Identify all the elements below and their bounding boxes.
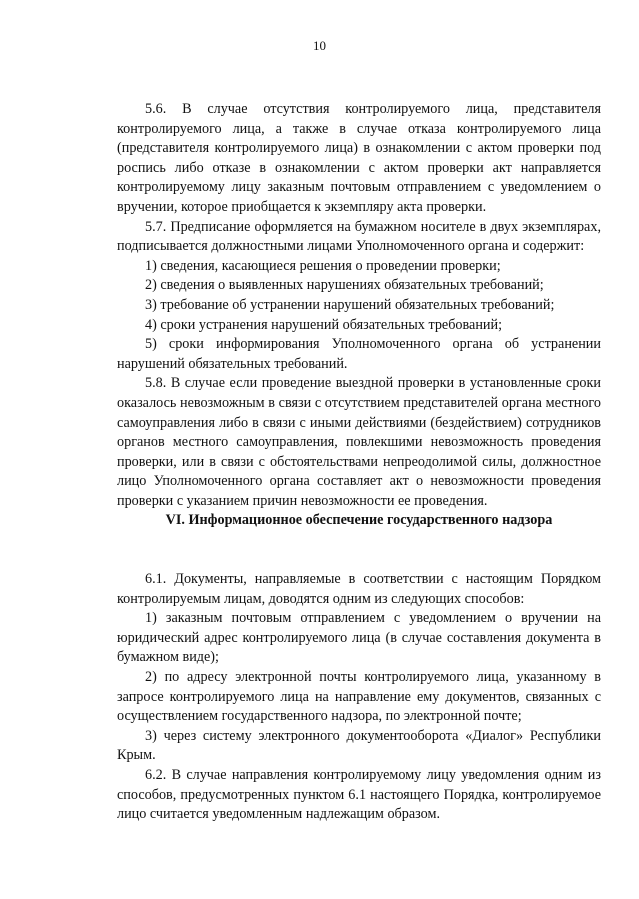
paragraph-6-1: 6.1. Документы, направляемые в соответствии с настоящим Порядком контролируемым лицам, доводятся одним из следующих способов: xyxy=(117,571,601,607)
section-heading: VI. Информационное обеспечение государственного надзора xyxy=(165,512,553,529)
list-item-6-1-1: 1) заказным почтовым отправлением с уведомлением о вручении на юридический адрес контролируемого лица (в случае составления документа в бумажном виде); xyxy=(117,610,601,666)
paragraph-5-8: 5.8. В случае если проведение выездной проверки в установленные сроки оказалось невозможным в связи с отсутствием представителей органа местного самоуправления либо в связи с иными действиями (бездействием) сотрудников органов местного самоуправления, повлекшими невозможность проведения проверки, или в связи с обстоятельствами непреодолимой силы, должностное лицо Уполномоченного органа составляет акт о невозможности проведения проверки с указанием причин невозможности ее проведения. xyxy=(117,375,601,509)
paragraph-6-2: 6.2. В случае направления контролируемому лицу уведомления одним из способов, предусмотренных пунктом 6.1 настоящего Порядка, контролируемое лицо считается уведомленным надлежащим образом. xyxy=(117,767,601,823)
list-item-5-7-3: 3) требование об устранении нарушений обязательных требований; xyxy=(145,296,555,313)
page-number: 10 xyxy=(313,38,326,53)
list-item-5-7-2: 2) сведения о выявленных нарушениях обязательных требований; xyxy=(145,277,544,294)
list-item-6-1-3: 3) через систему электронного документооборота «Диалог» Республики Крым. xyxy=(117,727,601,764)
list-item-5-7-5: 5) сроки информирования Уполномоченного органа об устранении нарушений обязательных требований. xyxy=(117,336,601,372)
document-body xyxy=(117,100,601,825)
paragraph-5-7: 5.7. Предписание оформляется на бумажном носителе в двух экземплярах, подписывается должностными лицами Уполномоченного органа и содержит: xyxy=(117,218,601,255)
list-item-6-1-2: 2) по адресу электронной почты контролируемого лица, указанному в запросе контролируемого лица на направление ему документов, связанных с осуществлением государственного надзора, по электронной почте; xyxy=(117,669,601,725)
list-item-5-7-4: 4) сроки устранения нарушений обязательных требований; xyxy=(145,316,503,333)
paragraph-5-6: 5.6. В случае отсутствия контролируемого лица, представителя контролируемого лица, а также в случае отказа контролируемого лица (представителя контролируемого лица) в ознакомлении с актом проверки под роспись либо отказе в ознакомлении с актом проверки акт направляется контролируемому лицу заказным почтовым отправлением с уведомлением о вручении, которое приобщается к экземпляру акта проверки. xyxy=(117,101,601,215)
list-item-5-7-1: 1) сведения, касающиеся решения о проведении проверки; xyxy=(145,257,501,274)
